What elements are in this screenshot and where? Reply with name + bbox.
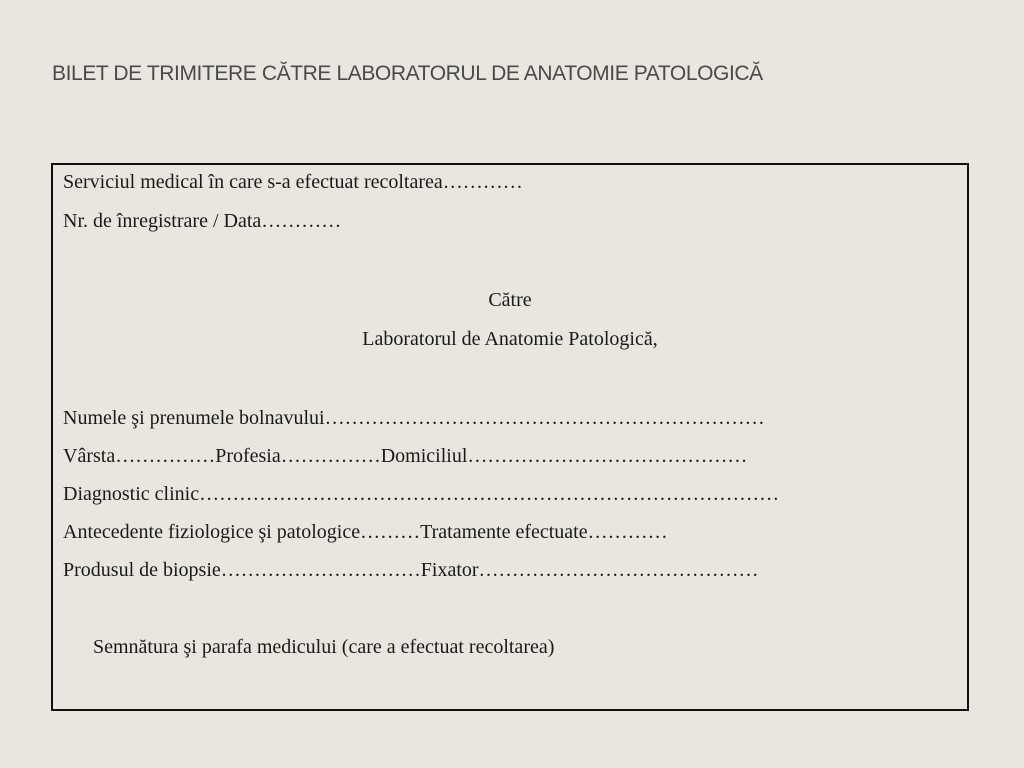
service-line: Serviciul medical în care s-a efectuat recoltarea…………	[63, 171, 523, 193]
addressee-lab: Laboratorul de Anatomie Patologică,	[362, 328, 658, 350]
age-profession-address-line: Vârsta……………Profesia……………Domiciliul……………………………………	[63, 445, 748, 467]
history-treatment-line: Antecedente fiziologice şi patologice………Tratamente efectuate…………	[63, 521, 668, 543]
biopsy-fixative-line: Produsul de biopsie…………………………Fixator……………………………………	[63, 559, 759, 581]
clinical-diagnosis-line: Diagnostic clinic……………………………………………………………………………	[63, 483, 780, 505]
patient-name-line: Numele şi prenumele bolnavului…………………………………………………………	[63, 407, 765, 429]
physician-signature-line: Semnătura şi parafa medicului (care a efectuat recoltarea)	[93, 636, 555, 658]
referral-form-box	[51, 163, 969, 711]
page-title: BILET DE TRIMITERE CĂTRE LABORATORUL DE ANATOMIE PATOLOGICĂ	[52, 62, 763, 85]
addressee-to: Către	[488, 289, 532, 311]
registration-line: Nr. de înregistrare / Data…………	[63, 210, 342, 232]
